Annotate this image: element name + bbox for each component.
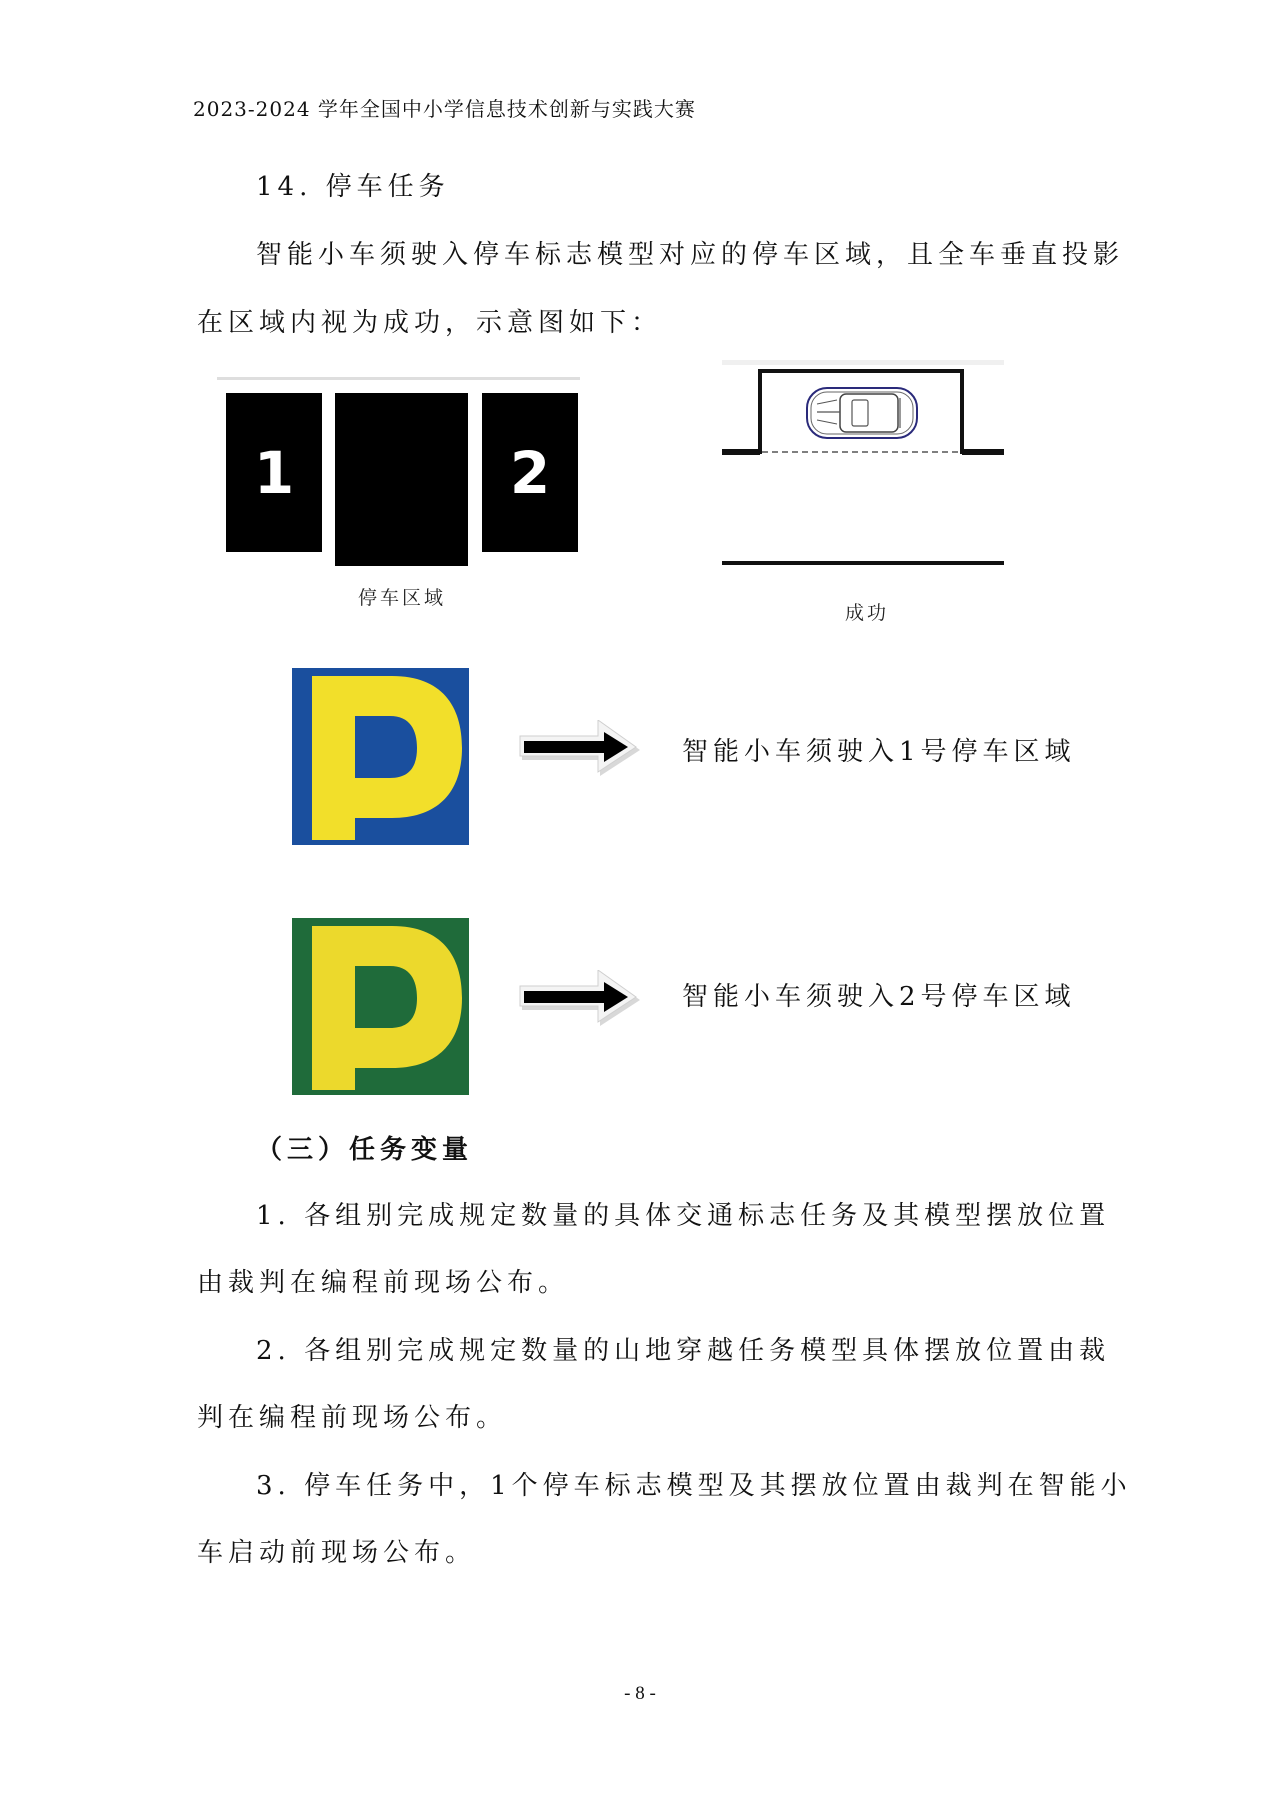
list-item-line: 2. 各组别完成规定数量的山地穿越任务模型具体摆放位置由裁: [256, 1336, 1111, 1366]
list-item-line: 由裁判在编程前现场公布。: [197, 1268, 570, 1298]
list-item-line: 1. 各组别完成规定数量的具体交通标志任务及其模型摆放位置: [256, 1201, 1111, 1231]
list-item-line: 3. 停车任务中，1个停车标志模型及其摆放位置由裁判在智能小: [256, 1471, 1132, 1501]
parking-zone-2: [482, 393, 578, 552]
page-number: - 8 -: [624, 1683, 656, 1704]
parking-sign-blue: [292, 668, 469, 845]
parking-bay-diagram: [722, 360, 1004, 570]
section-title: 14. 停车任务: [256, 172, 450, 202]
parking-p-icon: [292, 918, 469, 1095]
document-header: 2023-2024 学年全国中小学信息技术创新与实践大赛: [193, 97, 696, 121]
parking-sign-green: [292, 918, 469, 1095]
zone-2-label: 2: [509, 438, 551, 507]
list-item-line: 车启动前现场公布。: [197, 1538, 477, 1568]
success-figure: [722, 360, 1004, 570]
sign-description: 智能小车须驶入1号停车区域: [682, 737, 1076, 767]
list-item-line: 判在编程前现场公布。: [197, 1403, 508, 1433]
parking-zone-1: [226, 393, 322, 552]
car-icon: [807, 388, 917, 438]
arrow-right-icon: [518, 970, 642, 1026]
paragraph-line: 在区域内视为成功，示意图如下：: [197, 308, 663, 338]
arrow-right-icon: [518, 720, 642, 776]
figure-caption-parking-zone: 停车区域: [358, 587, 447, 609]
section-heading: （三）任务变量: [256, 1135, 474, 1165]
divider: [217, 377, 580, 380]
parking-zone-middle: [335, 393, 468, 566]
parking-p-icon: [292, 668, 469, 845]
paragraph-line: 智能小车须驶入停车标志模型对应的停车区域，且全车垂直投影: [256, 240, 1125, 270]
sign-description: 智能小车须驶入2号停车区域: [682, 982, 1076, 1012]
parking-zone-figure: [217, 377, 583, 572]
figure-caption-success: 成功: [845, 602, 890, 624]
zone-1-label: 1: [253, 438, 295, 507]
